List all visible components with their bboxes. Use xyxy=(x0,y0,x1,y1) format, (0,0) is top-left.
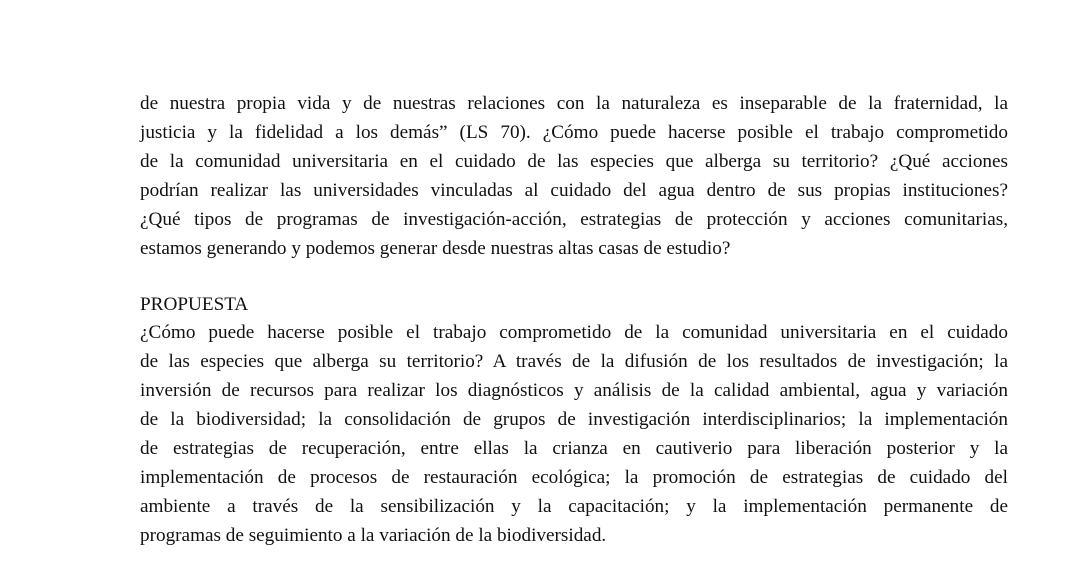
text-line: ¿Qué tipos de programas de investigación-acción, estrategias de protección y acciones comunitarias, xyxy=(140,209,1008,230)
text-line: estamos generando y podemos generar desde nuestras altas casas de estudio? xyxy=(140,238,731,259)
text-line: de las especies que alberga su territorio? A través de la difusión de los resultados de investigación; la xyxy=(140,351,1008,372)
text-line: de la biodiversidad; la consolidación de grupos de investigación interdisciplinarios; la implementación xyxy=(140,409,1008,430)
text-line: podrían realizar las universidades vinculadas al cuidado del agua dentro de sus propias instituciones? xyxy=(140,180,1008,201)
text-line: de la comunidad universitaria en el cuidado de las especies que alberga su territorio? ¿Qué acciones xyxy=(140,151,1008,172)
text-line: justicia y la fidelidad a los demás” (LS 70). ¿Cómo puede hacerse posible el trabajo comprometido xyxy=(140,122,1008,143)
text-line: de nuestra propia vida y de nuestras relaciones con la naturaleza es inseparable de la fraternidad, la xyxy=(140,93,1008,114)
paragraph-intro xyxy=(140,89,1008,263)
text-line: programas de seguimiento a la variación de la biodiversidad. xyxy=(140,525,607,546)
text-line: ambiente a través de la sensibilización y la capacitación; y la implementación permanente de xyxy=(140,496,1008,517)
paragraph-proposal xyxy=(140,318,1008,550)
text-line: implementación de procesos de restauración ecológica; la promoción de estrategias de cuidado del xyxy=(140,467,1008,488)
section-heading: PROPUESTA xyxy=(140,294,249,315)
text-line: ¿Cómo puede hacerse posible el trabajo comprometido de la comunidad universitaria en el cuidado xyxy=(140,322,1008,343)
text-line: inversión de recursos para realizar los diagnósticos y análisis de la calidad ambiental, agua y variación xyxy=(140,380,1008,401)
text-line: de estrategias de recuperación, entre ellas la crianza en cautiverio para liberación posterior y la xyxy=(140,438,1008,459)
